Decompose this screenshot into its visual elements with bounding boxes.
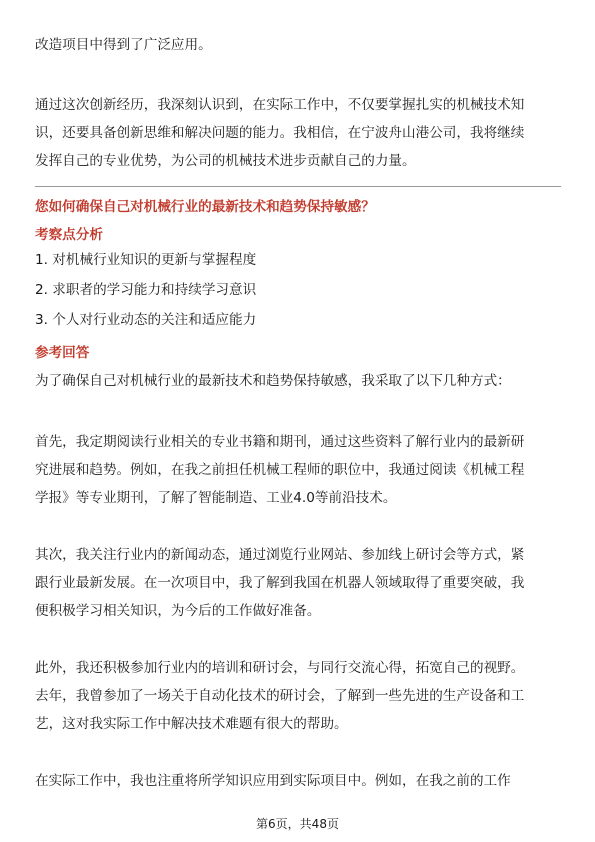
conclusion-line-3: 发挥自己的专业优势，为公司的机械技术进步贡献自己的力量。 <box>35 153 416 169</box>
answer-p2-line-1: 其次，我关注行业内的新闻动态，通过浏览行业网站、参加线上研讨会等方式，紧 <box>35 547 525 563</box>
answer-p1-line-3: 学报》等专业期刊，了解了智能制造、工业4.0等前沿技术。 <box>35 490 397 506</box>
answer-p1-line-1: 首先，我定期阅读行业相关的专业书籍和期刊，通过这些资料了解行业内的最新研 <box>35 434 525 450</box>
answer-p3-line-3: 艺，这对我实际工作中解决技术难题有很大的帮助。 <box>35 716 348 732</box>
answer-heading: 参考回答 <box>35 345 90 361</box>
conclusion-line-1: 通过这次创新经历，我深刻认识到，在实际工作中，不仅要掌握扎实的机械技术知 <box>35 97 525 113</box>
intro-tail-text: 改造项目中得到了广泛应用。 <box>35 37 212 53</box>
answer-p3-line-1: 此外，我还积极参加行业内的培训和研讨会，与同行交流心得，拓宽自己的视野。 <box>35 660 525 676</box>
answer-p3-line-2: 去年，我曾参加了一场关于自动化技术的研讨会，了解到一些先进的生产设备和工 <box>35 688 525 704</box>
section-divider <box>35 186 561 187</box>
answer-p1-line-2: 究进展和趋势。例如，在我之前担任机械工程师的职位中，我通过阅读《机械工程 <box>35 462 525 478</box>
conclusion-line-2: 识，还要具备创新思维和解决问题的能力。我相信，在宁波舟山港公司，我将继续 <box>35 125 525 141</box>
page-footer: 第6页，共48页 <box>256 817 339 831</box>
analysis-heading: 考察点分析 <box>35 227 103 243</box>
analysis-item-2: 2. 求职者的学习能力和持续学习意识 <box>35 282 257 298</box>
analysis-item-1: 1. 对机械行业知识的更新与掌握程度 <box>35 252 257 268</box>
question-heading: 您如何确保自己对机械行业的最新技术和趋势保持敏感？ <box>35 199 375 215</box>
answer-p4-line-1: 在实际工作中，我也注重将所学知识应用到实际项目中。例如，在我之前的工作 <box>35 773 511 789</box>
analysis-item-3: 3. 个人对行业动态的关注和适应能力 <box>35 312 257 328</box>
answer-intro: 为了确保自己对机械行业的最新技术和趋势保持敏感，我采取了以下几种方式： <box>35 373 511 389</box>
answer-p2-line-3: 便积极学习相关知识，为今后的工作做好准备。 <box>35 603 321 619</box>
answer-p2-line-2: 跟行业最新发展。在一次项目中，我了解到我国在机器人领域取得了重要突破，我 <box>35 575 525 591</box>
